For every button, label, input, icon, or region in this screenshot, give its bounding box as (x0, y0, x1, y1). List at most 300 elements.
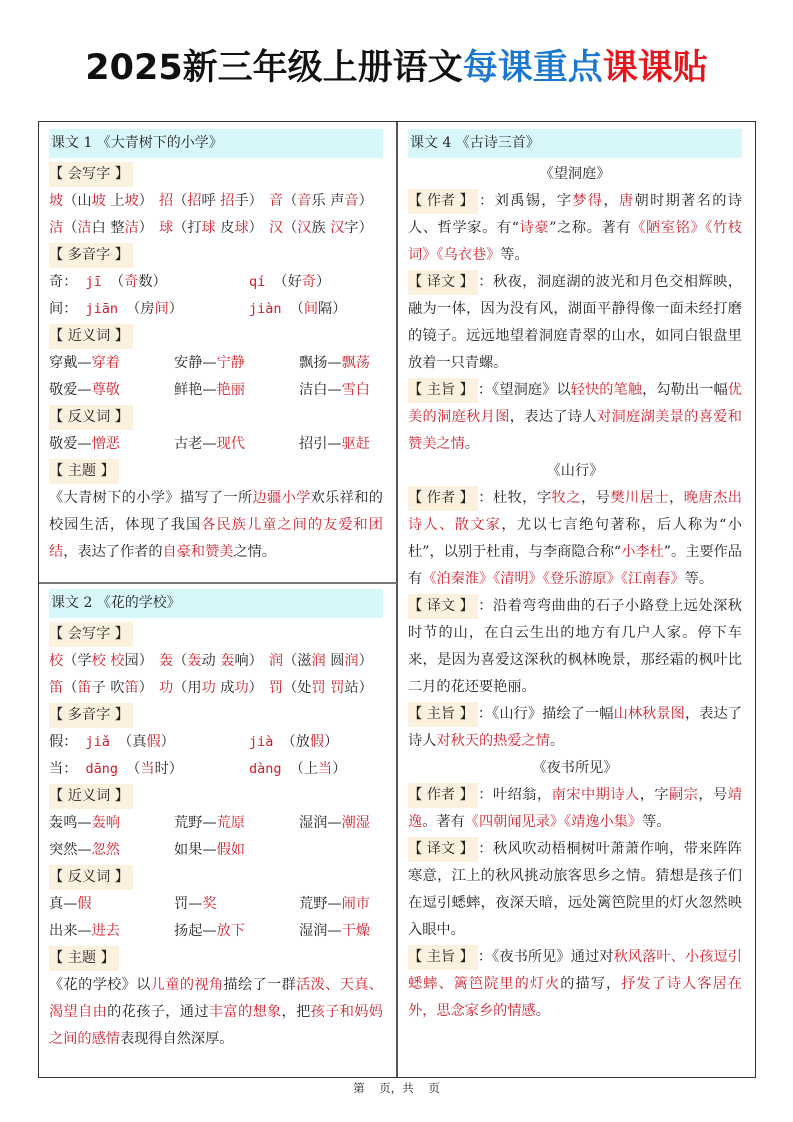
polyphone-reading-b (249, 296, 346, 323)
paren: （ (63, 680, 78, 696)
word-pair-row (49, 431, 396, 458)
word-char: 假 (146, 734, 161, 750)
plain-text: ”之称。著有 (549, 220, 632, 236)
word-char: 当 (318, 761, 333, 777)
word-match: 艳丽 (216, 382, 245, 398)
word-char: 山 (77, 193, 92, 209)
lesson-1-header: 课文 1 《大青树下的小学》 (49, 129, 383, 158)
pinyin: jī (77, 274, 110, 290)
antonyms-label: 【 反义词 】 (49, 865, 133, 890)
word-char: 时 (154, 761, 169, 777)
word-char: 真 (132, 734, 147, 750)
plain-text: ，表达了诗人 (509, 409, 597, 425)
highlight-text: 牧之 (551, 490, 581, 506)
poem-translation-label: 【 译文 】 (408, 594, 478, 619)
polyphones-list (49, 729, 396, 783)
highlight-text: 晚唐杰出诗人、散文家 (408, 490, 742, 533)
highlight-text: 优美的洞庭秋月图 (408, 382, 742, 425)
word-pair (299, 837, 389, 864)
paren: （ (126, 301, 141, 317)
word-char: 音 (297, 193, 312, 209)
word-char: 罚 (311, 680, 326, 696)
highlight-text: 《陋室铭》《竹枝词》《乌衣巷》 (408, 220, 742, 263)
highlight-text: 秋风落叶、小孩逗引蟋蟀、篱笆院里的灯火 (408, 949, 742, 992)
word-pair (299, 810, 389, 837)
word-char: 招 (220, 193, 235, 209)
highlight-text: 对秋天的热爱之情 (436, 733, 550, 749)
word-match: 现代 (216, 436, 245, 452)
write-char-group (269, 215, 373, 242)
plain-text: ，字 (639, 787, 670, 803)
write-char: 润 (268, 653, 284, 669)
write-chars-label: 【 会写字 】 (49, 622, 133, 647)
word-char: 族 (311, 220, 326, 236)
word-base: 穿戴— (49, 355, 92, 371)
highlight-text: 山林秋景图 (613, 706, 685, 722)
word-pair (49, 377, 174, 404)
word-char: 字 (344, 220, 359, 236)
poem-theme (408, 377, 742, 458)
poem-translation-label: 【 译文 】 (408, 837, 478, 862)
write-char-group (159, 648, 263, 675)
write-char-group (269, 188, 373, 215)
highlight-text: 《泊秦淮》《清明》《登乐游原》《江南春》 (422, 571, 685, 587)
word-char: 音 (344, 193, 359, 209)
highlight-text: 梦得 (572, 193, 604, 209)
poem-translation (408, 269, 742, 377)
paren: ） (316, 274, 331, 290)
word-base: 出来— (49, 923, 92, 939)
write-char: 洁 (49, 220, 64, 236)
word-char: 手 (234, 193, 249, 209)
paren: （ (283, 193, 298, 209)
word-char: 功 (234, 680, 249, 696)
word-base: 敬爱— (49, 436, 92, 452)
word-match: 闹市 (341, 896, 370, 912)
write-char: 坡 (49, 193, 64, 209)
word-base: 飘扬— (299, 355, 342, 371)
write-char: 汉 (268, 220, 284, 236)
highlight-text: 儿童的视角 (150, 977, 224, 993)
lesson-2-panel (39, 589, 396, 1053)
highlight-text: 自豪和赞美 (162, 544, 234, 560)
word-pair (49, 837, 174, 864)
write-char-group (159, 188, 263, 215)
poem-theme (408, 701, 742, 755)
poem-translation-label: 【 译文 】 (408, 270, 478, 295)
word-pair (49, 431, 174, 458)
paren: （ (173, 680, 188, 696)
plain-text: ，勾勒出一幅 (642, 382, 728, 398)
paren: ） (358, 220, 373, 236)
lesson-1-panel (39, 129, 396, 566)
plain-text: ， (603, 193, 619, 209)
word-char: 园 (124, 653, 139, 669)
word-char: 上 (110, 193, 125, 209)
word-match: 假如 (216, 842, 245, 858)
plain-text: 。著有 (422, 814, 465, 830)
highlight-text: 诗豪 (518, 220, 550, 236)
paren: （ (118, 734, 133, 750)
plain-text: 《花的学校》以 (49, 977, 151, 993)
paren: （ (289, 301, 304, 317)
word-base: 突然— (49, 842, 92, 858)
word-pair (49, 810, 174, 837)
write-chars-row (49, 648, 396, 675)
plain-text: ：《望洞庭》以 (477, 382, 571, 398)
polyphone-row (49, 729, 396, 756)
word-char: 数 (138, 274, 153, 290)
write-char-group (49, 675, 153, 702)
paren: ） (152, 274, 167, 290)
word-match: 穿着 (91, 355, 120, 371)
theme-text (49, 972, 383, 1053)
plain-text: ：沿着弯弯曲曲的石子小路登上远处深秋时节的山，在白云生出的地方有几户人家。停下车来，是因为喜爱这深秋的枫林晚景，那经霜的枫叶比二月的花还要艳丽。 (408, 598, 742, 695)
paren: （ (283, 220, 298, 236)
polyphone-reading-a (49, 296, 249, 323)
antonyms-label: 【 反义词 】 (49, 405, 133, 430)
title-part-red: 课课贴 (602, 48, 708, 88)
plain-text: 欢乐祥和的校园生活，体现了我国 (49, 490, 383, 533)
paren: ） (168, 761, 183, 777)
paren: （ (173, 220, 188, 236)
paren: （ (173, 653, 188, 669)
write-char-group (49, 648, 153, 675)
word-base: 鲜艳— (174, 382, 217, 398)
word-match: 进去 (91, 923, 120, 939)
word-base: 湿润— (299, 923, 342, 939)
word-char: 润 (311, 653, 326, 669)
word-char: 功 (201, 680, 216, 696)
write-chars-row (49, 675, 396, 702)
highlight-text: 靖逸 (408, 787, 742, 830)
word-char: 间 (154, 301, 169, 317)
word-base: 安静— (174, 355, 217, 371)
write-char: 笛 (49, 680, 64, 696)
word-base: 扬起— (174, 923, 217, 939)
word-char: 滋 (297, 653, 312, 669)
paren: ） (138, 193, 153, 209)
word-char: 间 (303, 301, 319, 317)
word-char: 子 (91, 680, 106, 696)
plain-text: ，把 (281, 1004, 311, 1020)
highlight-text: 抒发了诗人客居在外，思念家乡的情感 (408, 976, 742, 1019)
polyphones-label: 【 多音字 】 (49, 243, 133, 268)
word-char: 坡 (91, 193, 106, 209)
polyphone-char: 间： (49, 301, 78, 317)
paren: ） (138, 220, 153, 236)
word-match: 假 (77, 896, 92, 912)
word-base: 罚— (174, 896, 203, 912)
plain-text: 描绘了一群 (223, 977, 297, 993)
paren: ） (138, 653, 153, 669)
word-pair (174, 350, 299, 377)
row-divider (39, 582, 397, 584)
title-part-blue: 每课重点 (462, 48, 603, 88)
plain-text: 的花孩子，通过 (107, 1004, 209, 1020)
word-pair (299, 431, 389, 458)
plain-text: 《大青树下的小学》描写了一所 (49, 490, 253, 506)
word-char: 轰 (187, 653, 202, 669)
word-char: 汉 (330, 220, 345, 236)
write-chars-label: 【 会写字 】 (49, 162, 133, 187)
lesson-4-header: 课文 4 《古诗三首》 (408, 129, 742, 158)
paren: （ (273, 274, 288, 290)
word-char: 放 (295, 734, 310, 750)
word-pair (174, 810, 299, 837)
word-char: 校 (110, 653, 125, 669)
word-match: 尊敬 (91, 382, 120, 398)
word-pair (299, 377, 389, 404)
plain-text: ：杜牧，字 (477, 490, 552, 506)
study-sheet (38, 121, 756, 1078)
write-char-group (269, 648, 373, 675)
word-pair (174, 891, 299, 918)
lesson-2-header: 课文 2 《花的学校》 (49, 589, 383, 618)
poem-author-label: 【 作者 】 (408, 486, 478, 511)
word-match: 飘荡 (341, 355, 370, 371)
highlight-text: 孩子和妈妈之间的感情 (49, 1004, 383, 1047)
theme-label: 【 主题 】 (49, 946, 119, 971)
plain-text: 。 (535, 1003, 550, 1019)
word-pair (299, 918, 389, 945)
plain-text: 等。 (500, 247, 529, 263)
polyphone-char: 当： (49, 761, 78, 777)
plain-text: ：秋风吹动梧桐树叶萧萧作响，带来阵阵寒意，江上的秋风挑动旅客思乡之情。猜想是孩子们在逗引蟋蟀，夜深天暗，远处篱笆院里的灯火忽然映入眼中。 (408, 841, 742, 938)
poem-title: 《山行》 (546, 463, 604, 479)
word-match: 忽然 (91, 842, 120, 858)
write-char: 功 (158, 680, 174, 696)
plain-text: 朝时期著名的诗人、哲学家。有“ (408, 193, 742, 236)
highlight-text: 各民族儿童之间的友爱和团结 (49, 517, 383, 560)
write-char-group (49, 215, 153, 242)
word-char: 用 (187, 680, 202, 696)
write-chars-list (49, 188, 396, 242)
plain-text: ，号 (698, 787, 728, 803)
word-base: 古老— (174, 436, 217, 452)
plain-text: ，号 (581, 490, 611, 506)
poem-author (408, 188, 742, 269)
word-char: 轰 (220, 653, 235, 669)
document-title (0, 44, 793, 92)
word-char: 坡 (124, 193, 139, 209)
word-base: 荒野— (174, 815, 217, 831)
plain-text: ：《山行》描绘了一幅 (477, 706, 614, 722)
word-pair (174, 377, 299, 404)
word-char: 打 (187, 220, 202, 236)
paren: ） (168, 301, 183, 317)
word-char: 响 (234, 653, 249, 669)
paren: （ (283, 653, 298, 669)
write-char-group (49, 188, 153, 215)
polyphone-row (49, 269, 396, 296)
poem-theme-label: 【 主旨 】 (408, 702, 478, 727)
highlight-text: 边疆小学 (252, 490, 311, 506)
paren: （ (283, 680, 298, 696)
polyphone-reading-b (249, 269, 330, 296)
poem-theme (408, 944, 742, 1025)
polyphones-label: 【 多音字 】 (49, 703, 133, 728)
plain-text: ”。主要作品有 (408, 544, 742, 587)
word-pair-row (49, 891, 396, 918)
word-char: 皮 (220, 220, 235, 236)
plain-text: ：叶绍翁， (477, 787, 552, 803)
word-char: 吹 (110, 680, 125, 696)
synonyms-list (49, 350, 396, 404)
poem-title: 《夜书所见》 (532, 760, 618, 776)
word-char: 奇 (301, 274, 316, 290)
plain-text: ，表达了作者的 (63, 544, 163, 560)
word-char: 洁 (77, 220, 92, 236)
paren: （ (126, 761, 141, 777)
word-char: 整 (110, 220, 125, 236)
theme-text (49, 485, 383, 566)
word-base: 洁白— (299, 382, 342, 398)
word-char: 奇 (124, 274, 139, 290)
plain-text: 之情。 (233, 544, 277, 560)
poem-translation (408, 593, 742, 701)
highlight-text: 唐 (618, 193, 635, 209)
plain-text: 等。 (642, 814, 671, 830)
word-match: 奖 (202, 896, 217, 912)
plain-text: 的描写， (560, 976, 622, 992)
word-match: 轰响 (91, 815, 120, 831)
plain-text: ， (669, 490, 684, 506)
write-char: 球 (158, 220, 174, 236)
paren: ） (138, 680, 153, 696)
word-char: 声 (330, 193, 345, 209)
plain-text: ，尤以七言绝句著称，后人称为“小杜”，以别于杜甫，与李商隐合称“ (408, 517, 742, 560)
word-base: 轰鸣— (49, 815, 92, 831)
word-pair (174, 431, 299, 458)
highlight-text: 嗣宗 (669, 787, 699, 803)
word-char: 白 (91, 220, 106, 236)
theme-label: 【 主题 】 (49, 459, 119, 484)
paren: ） (248, 220, 263, 236)
word-base: 如果— (174, 842, 217, 858)
word-pair (49, 918, 174, 945)
word-match: 憎恶 (91, 436, 120, 452)
plain-text: 。 (549, 733, 565, 749)
highlight-text: 樊川居士 (610, 490, 670, 506)
poems-list (408, 161, 756, 1025)
write-char: 罚 (268, 680, 284, 696)
word-char: 站 (344, 680, 359, 696)
lesson-4-panel (398, 129, 756, 1025)
word-pair (49, 891, 174, 918)
polyphone-row (49, 296, 396, 323)
word-match: 宁静 (216, 355, 245, 371)
highlight-text: 丰富的想象 (208, 1004, 282, 1020)
synonyms-label: 【 近义词 】 (49, 784, 133, 809)
word-pair-row (49, 918, 396, 945)
write-char: 校 (49, 653, 64, 669)
polyphone-row (49, 756, 396, 783)
polyphone-reading-b (249, 729, 338, 756)
word-char: 校 (91, 653, 106, 669)
write-chars-row (49, 188, 396, 215)
polyphone-reading-a (49, 269, 249, 296)
word-char: 上 (303, 761, 319, 777)
word-char: 好 (287, 274, 302, 290)
pinyin: dàng (249, 761, 290, 777)
poem-theme-label: 【 主旨 】 (408, 378, 478, 403)
antonyms-list (49, 891, 396, 945)
word-char: 假 (309, 734, 325, 750)
plain-text: 等。 (684, 571, 714, 587)
highlight-text: 小李杜 (621, 544, 664, 560)
word-char: 洁 (124, 220, 139, 236)
word-pair-row (49, 350, 396, 377)
word-char: 笛 (124, 680, 139, 696)
word-pair (174, 837, 299, 864)
paren: ） (358, 653, 373, 669)
poem-author (408, 485, 742, 593)
word-pair-row (49, 837, 396, 864)
word-char: 罚 (330, 680, 345, 696)
pinyin: jiàn (249, 301, 290, 317)
highlight-text: 南宋中期诗人 (551, 787, 640, 803)
paren: ） (324, 734, 339, 750)
word-pair (49, 350, 174, 377)
word-char: 圆 (330, 653, 345, 669)
word-match: 干燥 (341, 923, 370, 939)
plain-text: ：秋夜，洞庭湖的波光和月色交相辉映，融为一体，因为没有风，湖面平静得像一面未经打磨的镜子。远远地望着洞庭青翠的山水，如同白银盘里放着一只青螺。 (408, 274, 742, 371)
paren: （ (281, 734, 296, 750)
word-char: 球 (234, 220, 249, 236)
paren: （ (63, 220, 78, 236)
poem-theme-label: 【 主旨 】 (408, 945, 478, 970)
poem-title: 《望洞庭》 (539, 166, 611, 182)
write-char-group (159, 215, 263, 242)
synonyms-list (49, 810, 396, 864)
polyphone-char: 奇： (49, 274, 78, 290)
paren: （ (109, 274, 125, 290)
word-base: 荒野— (299, 896, 342, 912)
word-base: 真— (49, 896, 78, 912)
title-part-black: 2025新三年级上册语文 (85, 48, 463, 88)
word-char: 隔 (318, 301, 333, 317)
paren: ） (332, 301, 347, 317)
write-char: 招 (158, 193, 174, 209)
poem-author (408, 782, 742, 836)
plain-text: ，表达了诗人 (408, 706, 742, 749)
write-char-group (159, 675, 263, 702)
word-char: 成 (220, 680, 235, 696)
word-match: 雪白 (341, 382, 370, 398)
polyphone-char: 假： (49, 734, 78, 750)
word-pair (299, 350, 389, 377)
pinyin: jià (249, 734, 282, 750)
write-chars-list (49, 648, 396, 702)
paren: （ (173, 193, 188, 209)
word-char: 汉 (297, 220, 312, 236)
word-char: 笛 (77, 680, 92, 696)
poem-author-label: 【 作者 】 (408, 783, 478, 808)
paren: ） (248, 680, 263, 696)
word-char: 招 (187, 193, 202, 209)
write-chars-row (49, 215, 396, 242)
word-pair-row (49, 377, 396, 404)
word-match: 驱赶 (341, 436, 370, 452)
pinyin: jiǎ (77, 734, 119, 750)
plain-text: ：刘禹锡，字 (477, 193, 573, 209)
paren: （ (63, 193, 78, 209)
word-char: 当 (140, 761, 155, 777)
highlight-text: 《四朝闻见录》《靖逸小集》 (464, 814, 643, 830)
word-char: 动 (201, 653, 216, 669)
plain-text: 表现得自然深厚。 (119, 1031, 234, 1047)
